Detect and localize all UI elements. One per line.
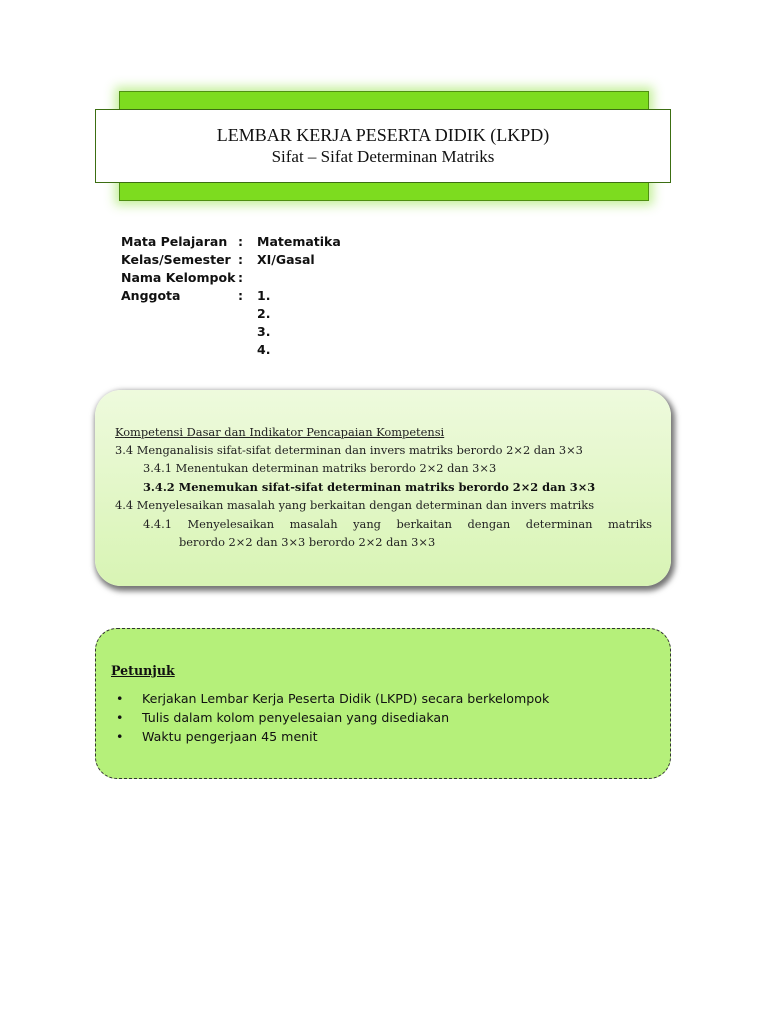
- group-label: Nama Kelompok: [121, 270, 236, 285]
- basic-competency-4-4: 4.4 Menyelesaikan masalah yang berkaitan dengan determinan dan invers matriks: [115, 498, 595, 512]
- instruction-title: Petunjuk: [111, 663, 175, 678]
- members-label: Anggota: [121, 288, 181, 303]
- instruction-text: Tulis dalam kolom penyelesaian yang disediakan: [142, 710, 450, 725]
- competency-heading: Kompetensi Dasar dan Indikator Pencapaian Kompetensi: [115, 425, 445, 439]
- instruction-item: [116, 710, 449, 725]
- member-2: 2.: [257, 306, 271, 321]
- indicator-3-4-2: 3.4.2 Menemukan sifat-sifat determinan matriks berordo 2×2 dan 3×3: [143, 480, 596, 494]
- colon: :: [238, 288, 243, 303]
- class-value: XI/Gasal: [257, 252, 315, 267]
- member-3: 3.: [257, 324, 271, 339]
- instruction-item: [116, 691, 549, 706]
- instruction-box: [95, 628, 671, 779]
- bullet-icon: •: [116, 691, 124, 706]
- instruction-item: [116, 729, 318, 744]
- title-banner: [95, 109, 671, 183]
- bullet-icon: •: [116, 710, 124, 725]
- member-4: 4.: [257, 342, 271, 357]
- colon: :: [238, 234, 243, 249]
- indicator-4-4-1-continued: berordo 2×2 dan 3×3 berordo 2×2 dan 3×3: [179, 535, 436, 549]
- basic-competency-3-4: 3.4 Menganalisis sifat-sifat determinan dan invers matriks berordo 2×2 dan 3×3: [115, 443, 583, 457]
- colon: :: [238, 270, 243, 285]
- document-subtitle: Sifat – Sifat Determinan Matriks: [271, 147, 495, 166]
- indicator-3-4-1: 3.4.1 Menentukan determinan matriks berordo 2×2 dan 3×3: [143, 461, 497, 475]
- bullet-icon: •: [116, 729, 124, 744]
- class-label: Kelas/Semester: [121, 252, 231, 267]
- member-1: 1.: [257, 288, 271, 303]
- document-title: LEMBAR KERJA PESERTA DIDIK (LKPD): [216, 125, 550, 145]
- subject-value: Matematika: [257, 234, 341, 249]
- subject-label: Mata Pelajaran: [121, 234, 228, 249]
- members-list: [257, 287, 270, 359]
- instruction-text: Kerjakan Lembar Kerja Peserta Didik (LKPD) secara berkelompok: [142, 691, 550, 706]
- colon: :: [238, 252, 243, 267]
- indicator-4-4-1: 4.4.1 Menyelesaikan masalah yang berkaitan dengan determinan matriks: [143, 517, 652, 531]
- competency-box: [95, 390, 671, 586]
- instruction-text: Waktu pengerjaan 45 menit: [142, 729, 318, 744]
